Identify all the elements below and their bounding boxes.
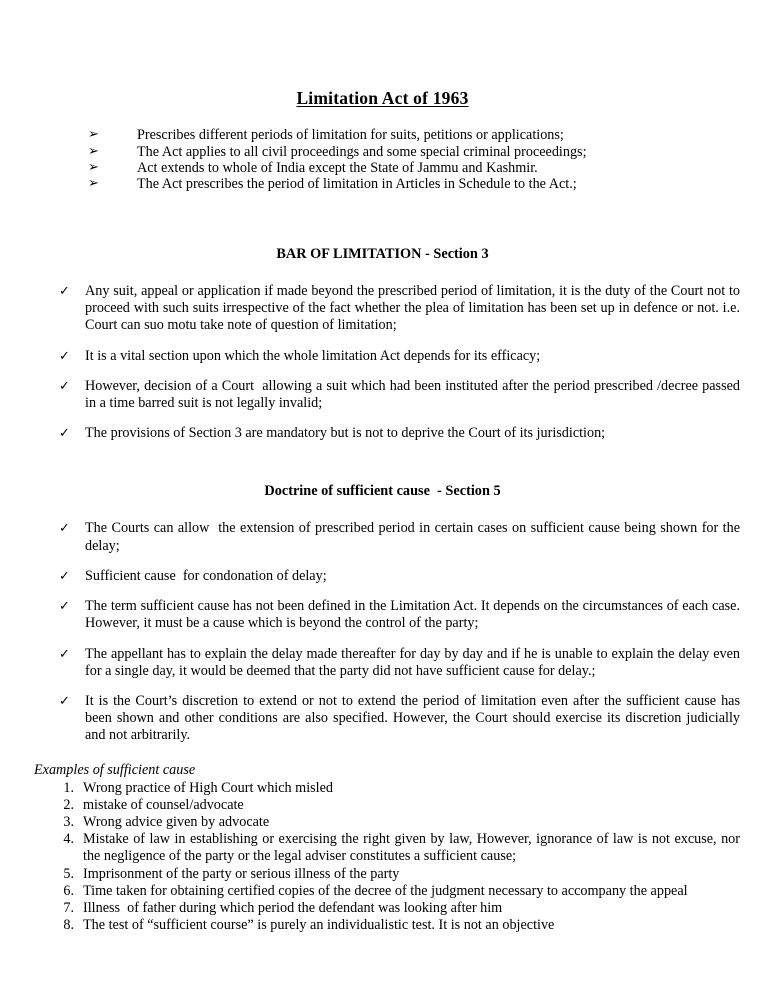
list-item [0,598,765,632]
list-item-text: It is the Court’s discretion to extend or not to extend the period of limitation even after the sufficient cause has been shown and other conditions are also specified. However, the Court should exercise its discretion judicially and not arbitrarily. [85,692,744,744]
arrow-bullet-icon: ➢ [88,176,99,192]
list-item-number: 3. [63,813,74,830]
list-item [0,693,765,745]
list-item-text: Wrong practice of High Court which misled [83,779,334,796]
list-item-text: The term sufficient cause has not been defined in the Limitation Act. It depends on the circumstances of each case. However, it must be a cause which is beyond the control of the party; [85,598,744,632]
intro-bullet-list [0,127,765,193]
list-item [0,883,765,900]
list-item-text: The provisions of Section 3 are mandatory but is not to deprive the Court of its jurisdiction; [85,425,606,442]
list-item-text: The appellant has to explain the delay made thereafter for day by day and if he is unable to explain the delay even for a single day, it would be deemed that the party did not have sufficient cause for delay.; [85,645,744,679]
list-item [0,797,765,814]
list-item-text: The Courts can allow the extension of prescribed period in certain cases on sufficient cause being shown for the delay; [85,520,744,554]
list-item [0,425,765,442]
arrow-bullet-icon: ➢ [88,143,99,159]
checkmark-icon: ✓ [59,599,70,615]
list-item-number: 2. [63,796,74,813]
list-item-text: Wrong advice given by advocate [83,813,270,830]
list-item-text: The Act applies to all civil proceedings and some special criminal proceedings; [137,143,587,160]
list-item [0,568,765,585]
arrow-bullet-icon: ➢ [88,159,99,175]
list-item-text: The Act prescribes the period of limitation in Articles in Schedule to the Act.; [137,176,577,193]
list-item-text: However, decision of a Court allowing a suit which had been instituted after the period prescribed /decree passed in a time barred suit is not legally invalid; [85,377,744,411]
list-item [0,646,765,680]
list-item [0,814,765,831]
doctrine-point-list [0,520,765,744]
list-item-text: Prescribes different periods of limitation for suits, petitions or applications; [137,127,564,144]
bar-of-limitation-point-list [0,283,765,442]
checkmark-icon: ✓ [59,568,70,584]
checkmark-icon: ✓ [59,283,70,299]
list-item-text: Illness of father during which period the defendant was looking after him [83,899,503,916]
section-heading-bar-of-limitation: BAR OF LIMITATION - Section 3 [276,245,489,262]
list-item-text: The test of “sufficient course” is purely an individualistic test. It is not an objective [83,917,555,934]
list-item [0,176,765,192]
list-item-number: 5. [63,865,74,882]
section-heading-doctrine-of-sufficient-cause: Doctrine of sufficient cause - Section 5 [264,483,501,500]
list-item [0,866,765,883]
list-item-text: Any suit, appeal or application if made beyond the prescribed period of limitation, it is the duty of the Court not to proceed with such suits irrespective of the fact whether the plea of limitation has been set up in defence or not. i.e. Court can suo motu take note of question of limitation; [85,282,744,334]
list-item [0,520,765,554]
list-item [0,917,765,934]
list-item [0,780,765,797]
list-item [0,378,765,412]
list-item [0,144,765,160]
list-item-number: 6. [63,882,74,899]
list-item-text: Mistake of law in establishing or exercising the right given by law, However, ignorance of law is not excuse, nor the negligence of the party or the legal adviser constitutes a sufficient cause; [83,831,744,865]
list-item [0,127,765,143]
list-item [0,348,765,365]
checkmark-icon: ✓ [59,521,70,537]
checkmark-icon: ✓ [59,378,70,394]
list-item-text: Sufficient cause for condonation of delay; [85,567,327,584]
checkmark-icon: ✓ [59,646,70,662]
checkmark-icon: ✓ [59,348,70,364]
arrow-bullet-icon: ➢ [88,127,99,143]
list-item [0,831,765,865]
list-item-text: It is a vital section upon which the whole limitation Act depends for its efficacy; [85,347,541,364]
list-item [0,900,765,917]
page-title [0,0,765,108]
list-item-number: 8. [63,917,74,934]
list-item-text: Imprisonment of the party or serious illness of the party [83,865,400,882]
examples-numbered-list [0,779,765,935]
checkmark-icon: ✓ [59,426,70,442]
list-item-text: Time taken for obtaining certified copies of the decree of the judgment necessary to accompany the appeal [83,882,688,899]
list-item-number: 1. [63,779,74,796]
list-item [0,283,765,335]
list-item-text: mistake of counsel/advocate [83,796,244,813]
list-item-text: Act extends to whole of India except the State of Jammu and Kashmir. [137,159,538,176]
page-title-text: Limitation Act of 1963 [296,88,469,108]
list-item-number: 7. [63,899,74,916]
checkmark-icon: ✓ [59,693,70,709]
list-item-number: 4. [63,831,74,848]
list-item [0,160,765,176]
examples-subheading: Examples of sufficient cause [34,761,196,778]
